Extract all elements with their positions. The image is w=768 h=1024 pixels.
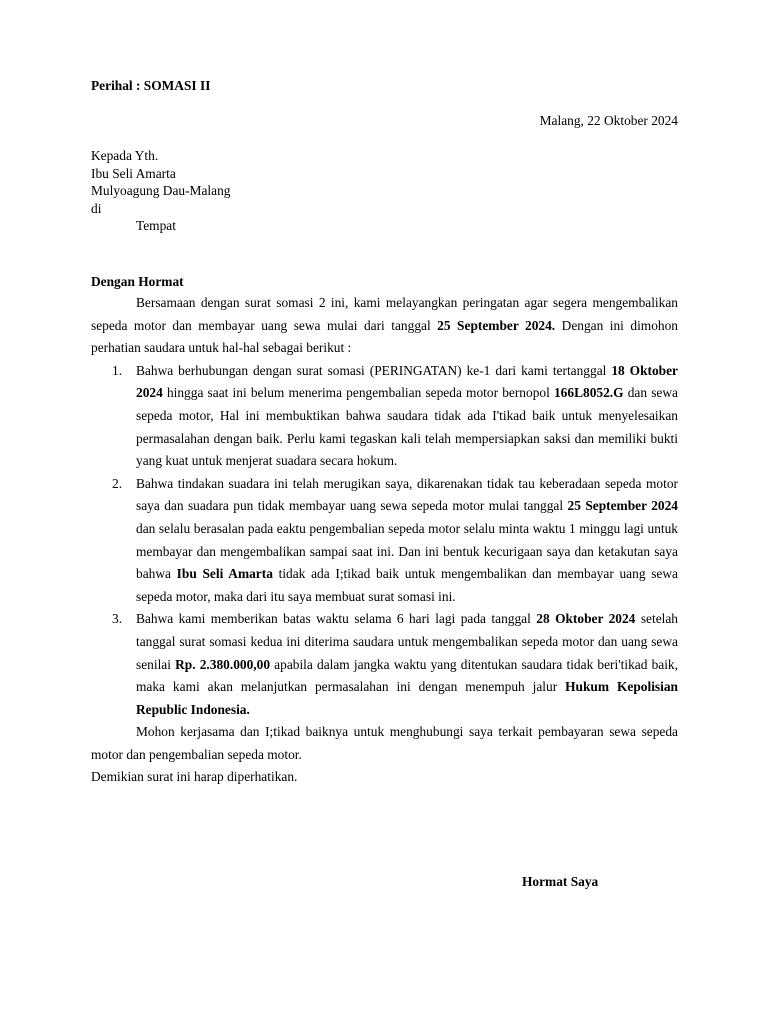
recipient-place: Tempat (136, 218, 176, 233)
list-item (91, 360, 678, 473)
sign-off: Hormat Saya (522, 874, 599, 889)
cooperation-paragraph: Mohon kerjasama dan I;tikad baiknya untuk menghubungi saya terkait pembayaran sewa sepeda motor dan pengembalian sepeda motor. (91, 724, 678, 762)
list-item (91, 473, 678, 609)
item-bold: Hukum Kepolisian Republic Indonesia. (136, 679, 678, 717)
intro-paragraph (91, 292, 678, 360)
item-text: tidak ada I;tikad baik untuk mengembalikan dan membayar uang sewa sepeda motor, maka dari itu saya membuat surat somasi ini. (136, 566, 678, 604)
item-bold: 28 Oktober 2024 (536, 611, 636, 627)
subject-line: Perihal : SOMASI II (91, 78, 211, 93)
item-text: Bahwa kami memberikan batas waktu selama 6 hari lagi pada tanggal (136, 611, 537, 627)
intro-text-1: Bersamaan dengan surat somasi 2 ini, kami melayangkan peringatan agar segera mengembalikan sepeda motor dan membayar uang sewa mulai dari tanggal (91, 295, 678, 333)
item-bold: Ibu Seli Amarta (176, 566, 273, 582)
letter-body (91, 292, 678, 789)
item-number: 3. (112, 611, 123, 627)
item-text: setelah tanggal surat somasi kedua ini diterima saudara untuk mengembalikan sepeda motor dan uang sewa senilai (136, 611, 678, 672)
item-text: apabila dalam jangka waktu yang ditentukan saudara tidak beri'tikad baik, maka kami akan melanjutkan permasalahan ini dengan menempuh jalur (136, 656, 678, 695)
item-bold: 25 September 2024 (567, 498, 679, 514)
recipient-name: Ibu Seli Amarta (91, 165, 176, 181)
list-item (91, 608, 678, 721)
points-list (91, 360, 678, 722)
recipient-salutation: Kepada Yth. (91, 148, 159, 163)
item-number: 2. (112, 475, 123, 491)
recipient-block (91, 147, 230, 235)
recipient-address: Mulyoagung Dau-Malang (91, 183, 231, 198)
item-text: dan sewa sepeda motor, Hal ini membuktikan bahwa saudara tidak ada I'tikad baik untuk menyelesaikan permasalahan dengan baik. Perlu kami tegaskan kali telah mempersiapkan saksi dan memiliki bukti yang kuat untuk menjerat suadara secara hokum. (136, 385, 678, 469)
item-text: dan selalu berasalan pada eaktu pengembalian sepeda motor selalu minta waktu 1 minggu lagi untuk membayar dan mengembalikan sampai saat ini. Dan ini bentuk kecurigaan saya dan ketakutan saya bahwa (136, 520, 678, 582)
item-bold: Rp. 2.380.000,00 (175, 656, 271, 672)
intro-text-2: Dengan ini dimohon perhatian saudara untuk hal-hal sebagai berikut : (91, 317, 679, 356)
item-bold: 166L8052.G (553, 385, 624, 401)
item-text: Bahwa tindakan suadara ini telah merugikan saya, dikarenakan tidak tau keberadaan sepeda motor saya dan suadara pun tidak membayar uang sewa sepeda motor mulai tanggal (136, 475, 678, 514)
item-bold: 18 Oktober 2024 (136, 362, 679, 401)
recipient-di: di (91, 200, 102, 216)
greeting: Dengan Hormat (91, 274, 184, 289)
place-date: Malang, 22 Oktober 2024 (539, 113, 678, 128)
item-text: hingga saat ini belum menerima pengembalian sepeda motor bernopol (162, 385, 554, 401)
item-text: Bahwa berhubungan dengan surat somasi (PERINGATAN) ke-1 dari kami tertanggal (136, 362, 612, 378)
intro-date: 25 September 2024. (437, 317, 556, 333)
item-number: 1. (112, 362, 123, 378)
closing-statement: Demikian surat ini harap diperhatikan. (91, 769, 298, 785)
